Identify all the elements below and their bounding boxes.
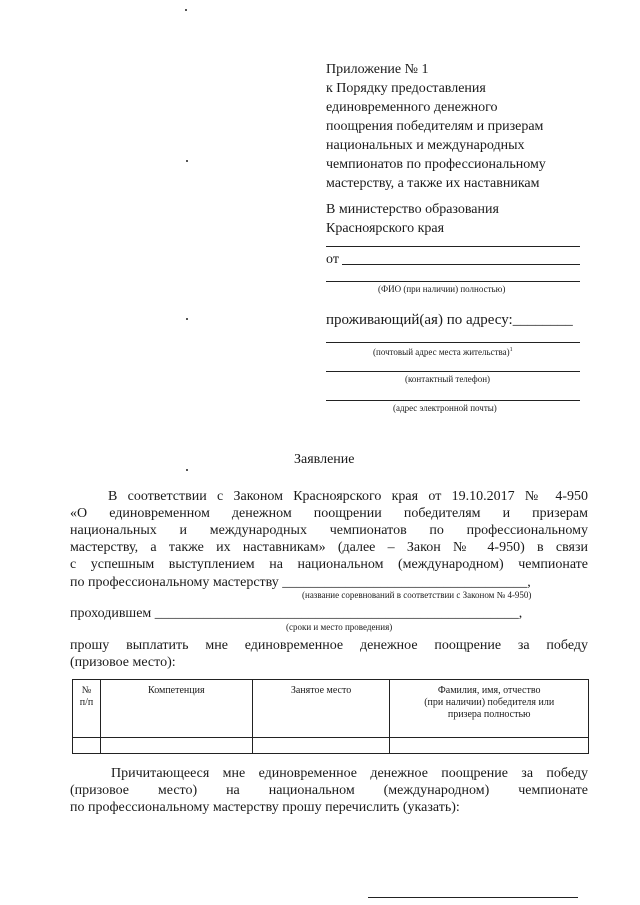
appendix-line: единовременного денежного [326,100,498,115]
email-caption: (адрес электронной почты) [393,403,497,413]
fio-caption: (ФИО (при наличии) полностью) [378,284,506,294]
table-row [73,738,589,754]
appendix-line: национальных и международных [326,138,525,153]
col-number-line: п/п [79,697,94,708]
addressee-line: В министерство образования [326,202,499,217]
table-cell[interactable] [390,738,589,754]
col-number [73,680,101,738]
residing-label: проживающий(ая) по адресу:________ [326,312,573,328]
col-fullname-line: Фамилия, имя, отчество [437,685,541,696]
blank-line[interactable] [326,246,580,247]
col-place-label: Занятое место [290,685,352,696]
paragraph-line: (призовое место) на национальном (международном) чемпионате [70,783,588,798]
phone-caption: (контактный телефон) [405,374,491,384]
postal-caption-text: (почтовый адрес места жительства) [373,347,510,357]
appendix-line: поощрения победителям и призерам [326,119,544,134]
table-cell[interactable] [73,738,101,754]
postal-caption [373,345,513,357]
addressee-line: Красноярского края [326,221,445,236]
postal-address-line[interactable] [326,342,580,343]
email-line[interactable] [326,400,580,401]
held-line[interactable]: проходившем ____________________________________________________, [70,606,523,621]
phone-line[interactable] [326,371,580,372]
margin-dot [186,160,188,162]
dates-caption: (сроки и место проведения) [286,622,393,632]
appendix-line: Приложение № 1 [326,62,429,77]
paragraph-line: национальных и международных чемпионатов по профессиональному [70,523,588,538]
document-title: Заявление [294,452,355,467]
col-number-line: № [81,685,92,696]
table-cell[interactable] [100,738,252,754]
appendix-line: чемпионатов по профессиональному [326,157,546,172]
footnote-separator [368,897,578,898]
request-line: прошу выплатить мне единовременное денежное поощрение за победу [70,638,588,653]
request-line: (призовое место): [70,655,176,670]
footnote-mark: 1 [509,347,513,353]
col-fullname-line: призера полностью [447,709,531,720]
col-fullname-line: (при наличии) победителя или [424,697,555,708]
margin-dot [185,9,187,11]
appendix-line: к Порядку предоставления [326,81,486,96]
paragraph-line: по профессиональному мастерству прошу перечислить (указать): [70,800,460,815]
awards-table [72,679,589,754]
col-competence [100,680,252,738]
paragraph-line: «О единовременном денежном поощрении победителям и призерам [70,506,588,521]
col-place [252,680,390,738]
col-fullname [390,680,589,738]
table-header-row [73,680,589,738]
competition-line[interactable]: по профессиональному мастерству ___________________________________, [70,575,531,590]
paragraph-line: мастерству, а также их наставникам» (далее – Закон № 4-950) в связи [70,540,588,555]
from-field-line[interactable] [342,264,580,265]
paragraph-line: В соответствии с Законом Красноярского края от 19.10.2017 № 4-950 [108,489,588,504]
competition-caption: (название соревнований в соответствии с Законом № 4-950) [302,590,532,600]
fio-field-line[interactable] [326,281,580,282]
appendix-line: мастерству, а также их наставникам [326,176,540,191]
paragraph-line: Причитающееся мне единовременное денежное поощрение за победу [111,766,588,781]
table-cell[interactable] [252,738,390,754]
margin-dot [186,318,188,320]
col-competence-label: Компетенция [148,685,205,696]
margin-dot [186,469,188,471]
paragraph-line: с успешным выступлением на национальном (международном) чемпионате [70,557,588,572]
from-label: от [326,252,339,267]
